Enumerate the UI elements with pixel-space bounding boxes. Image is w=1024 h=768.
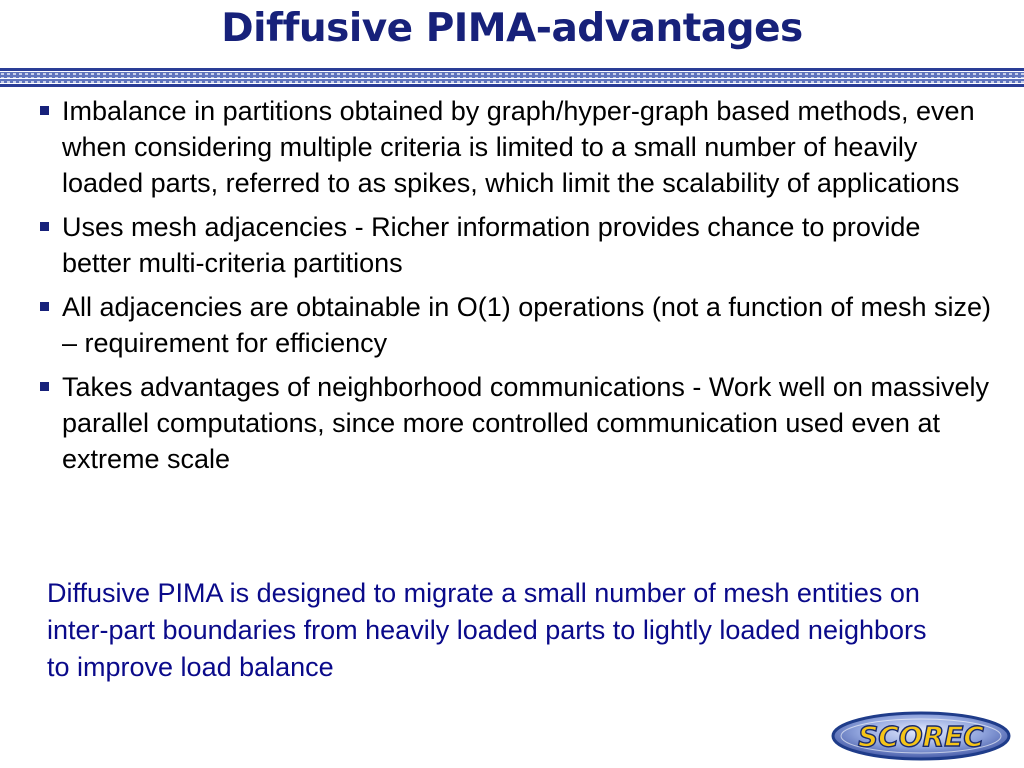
bullet-item — [0, 209, 1024, 281]
bullet-item — [0, 93, 1024, 201]
bullet-text: Imbalance in partitions obtained by graph/hyper-graph based methods, even when considering multiple criteria is limited to a small number of heavily loaded parts, referred to as spikes, which limit the scalability of applications — [62, 96, 975, 198]
summary-paragraph: Diffusive PIMA is designed to migrate a small number of mesh entities on inter-part boundaries from heavily loaded parts to lightly loaded neighbors to improve load balance — [47, 578, 927, 682]
logo-text: SCOREC — [858, 720, 984, 753]
slide-title: Diffusive PIMA-advantages — [221, 6, 803, 51]
square-bullet-icon — [40, 382, 49, 391]
title-divider-band — [0, 68, 1024, 90]
square-bullet-icon — [40, 106, 49, 115]
bullet-text: Uses mesh adjacencies - Richer information provides chance to provide better multi-criteria partitions — [62, 212, 921, 278]
square-bullet-icon — [40, 302, 49, 311]
square-bullet-icon — [40, 222, 49, 231]
bullet-text: Takes advantages of neighborhood communications - Work well on massively parallel computations, since more controlled communication used even at extreme scale — [62, 372, 989, 474]
scorec-logo — [830, 710, 1012, 762]
bullet-item — [0, 369, 1024, 477]
bullet-text: All adjacencies are obtainable in O(1) operations (not a function of mesh size) – requirement for efficiency — [62, 292, 992, 358]
bullet-item — [0, 289, 1024, 361]
bullet-list — [0, 93, 1024, 485]
